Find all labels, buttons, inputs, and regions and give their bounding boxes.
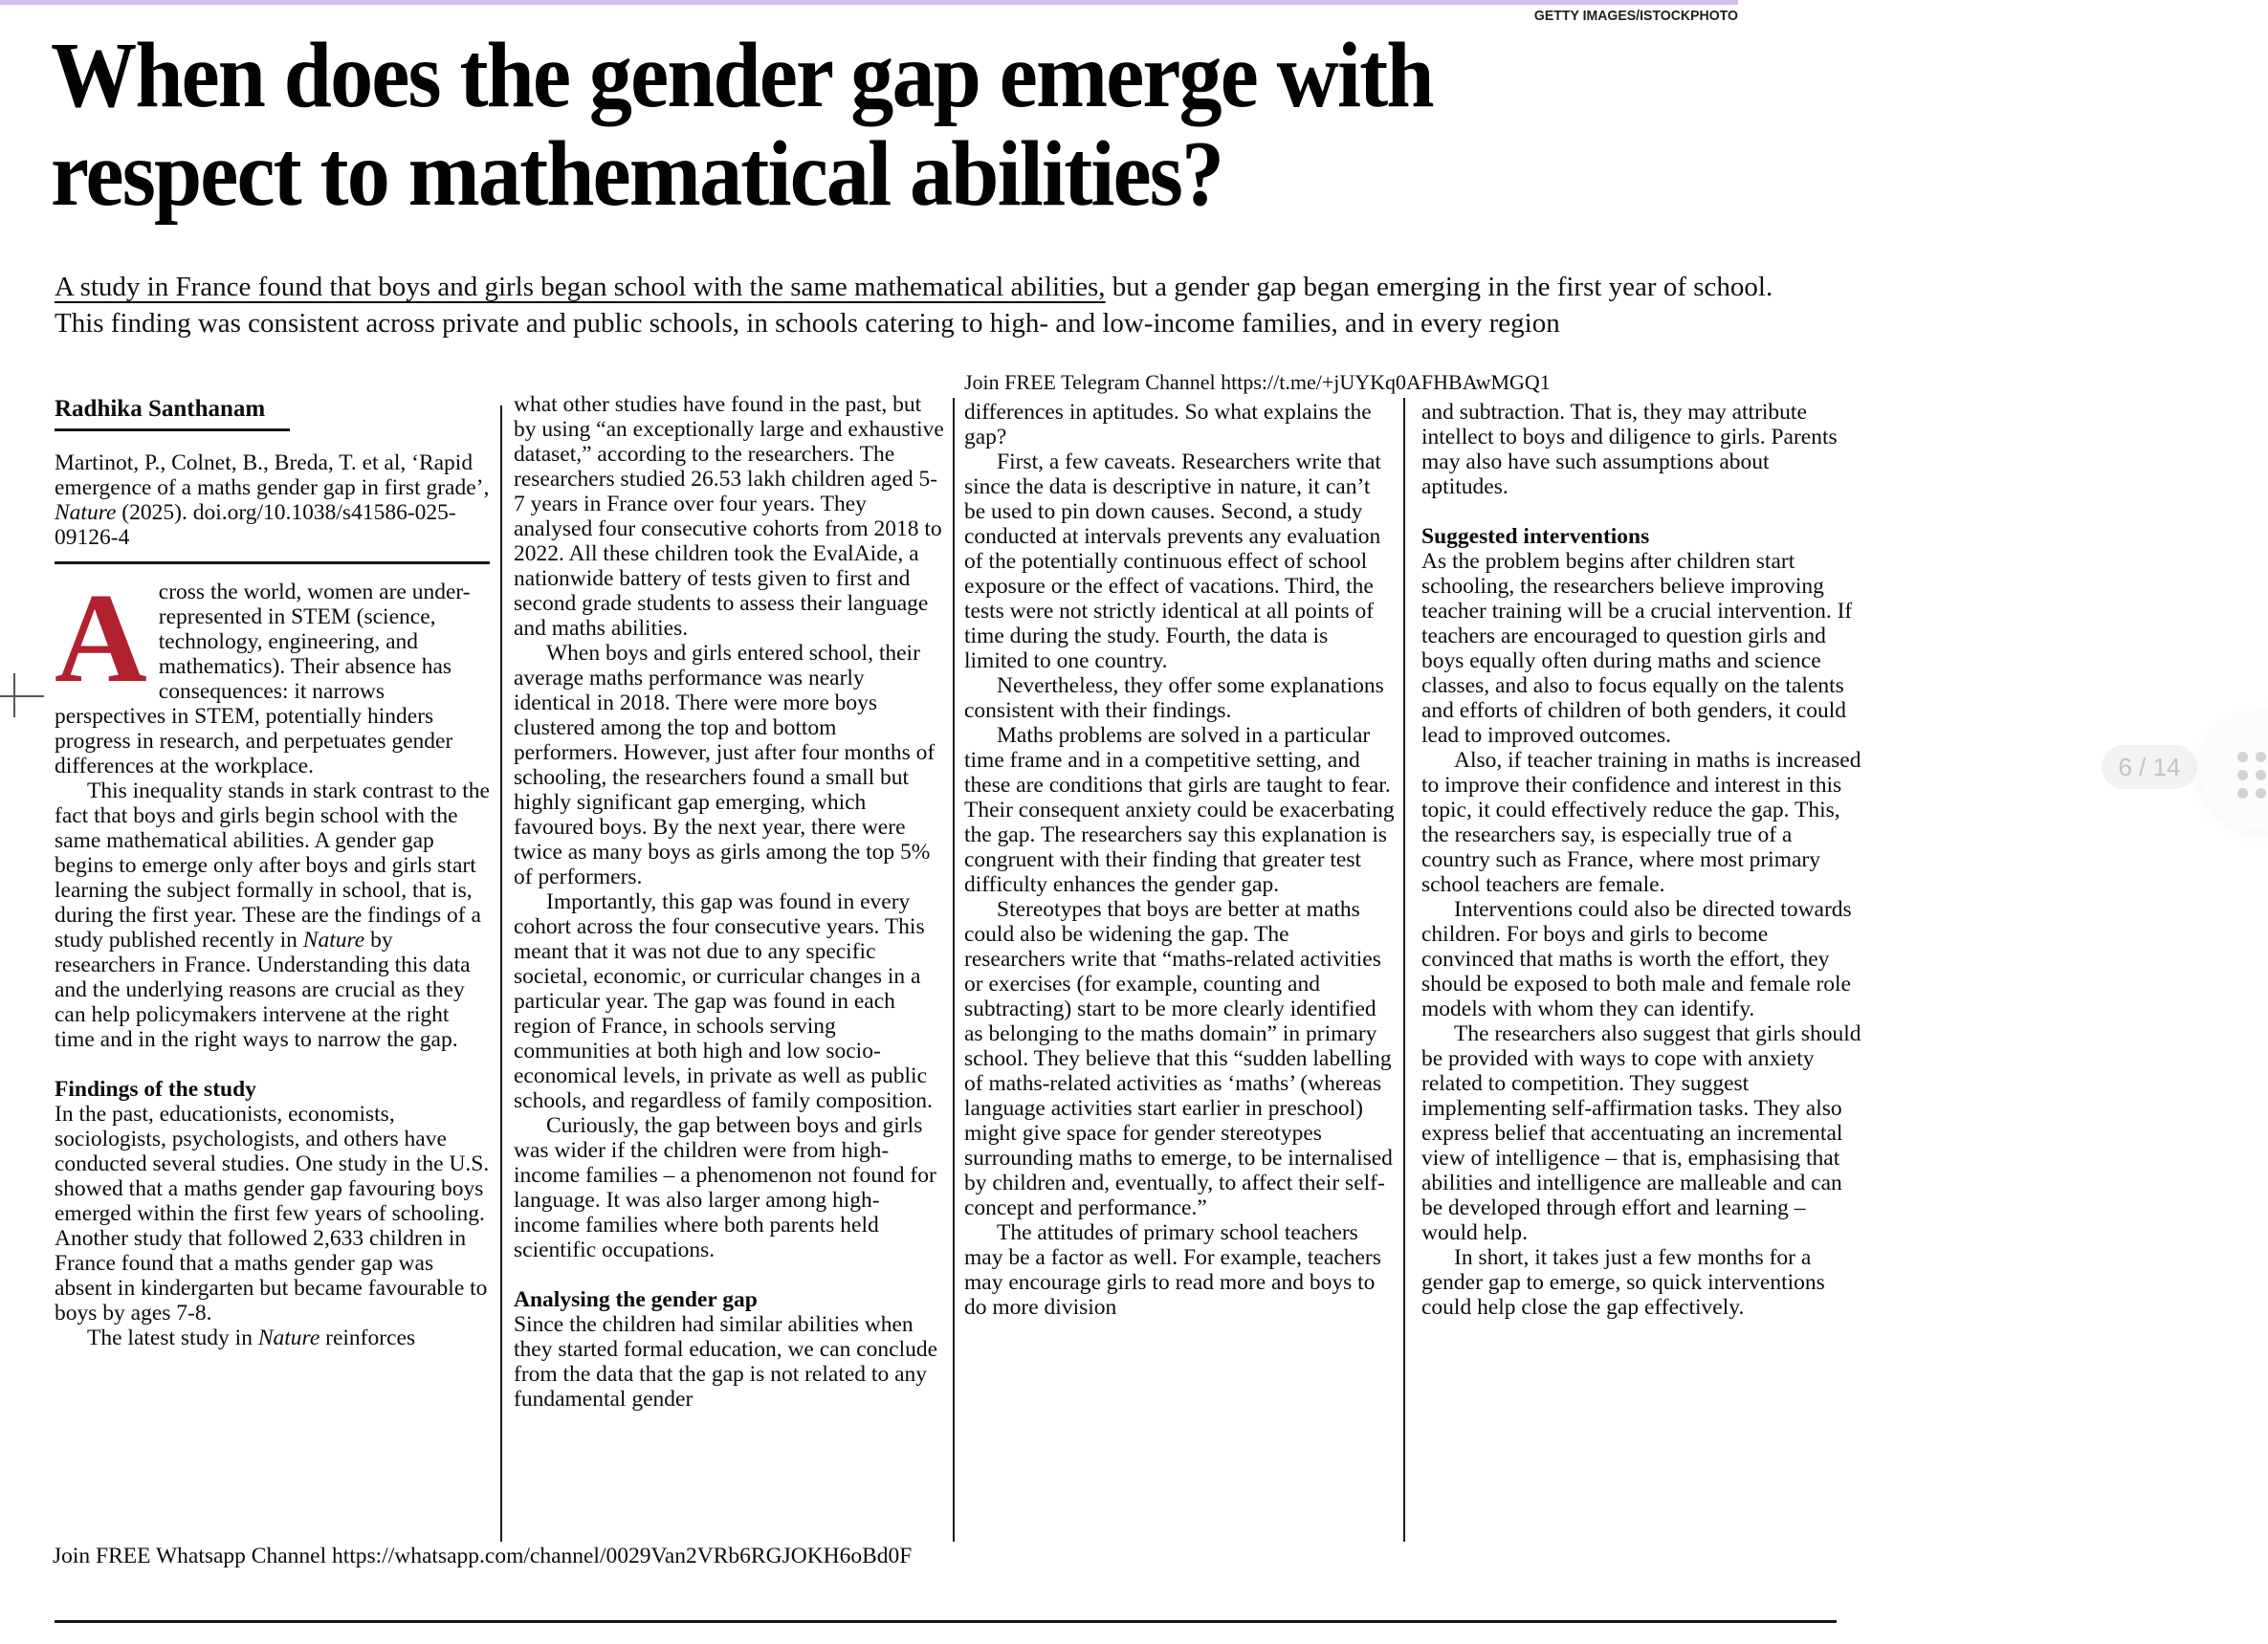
headline-line-1: When does the gender gap emerge with: [51, 24, 1433, 127]
paragraph: what other studies have found in the past, but by using “an exceptionally large and exhaustive dataset,” according to the researchers. The researchers studied 26.53 lakh children aged 5-7 years in France over four years. They analysed four consecutive cohorts from 2018 to 2022. All these children took the EvalAide, a nationwide battery of tests given to first and second grade students to assess their language and maths abilities.: [514, 392, 944, 641]
telegram-channel-link[interactable]: Join FREE Telegram Channel https://t.me/+jUYKq0AFHBAwMGQ1: [964, 370, 1551, 394]
grid-menu-icon[interactable]: [2237, 752, 2266, 799]
paragraph: This inequality stands in stark contrast to the fact that boys and girls begin school with the same mathematical abilities. A gender gap begins to emerge only after boys and girls start learning the subject formally in school, that is, during the first year. These are the findings of a study published recently in Nature by researchers in France. Understanding this data and the underlying reasons are crucial as they can help policymakers intervene at the right time and in the right ways to narrow the gap.: [55, 778, 490, 1052]
paragraph: Curiously, the gap between boys and girls was wider if the children were from high-income families – a phenomenon not found for language. It was also larger among high-income families where both parents held scientific occupations.: [514, 1113, 936, 1262]
headline-line-2: respect to mathematical abilities?: [51, 122, 1223, 226]
column-1: [55, 397, 490, 1350]
citation: Martinot, P., Colnet, B., Breda, T. et al, ‘Rapid emergence of a maths gender gap in first grade’, Nature (2025). doi.org/10.1038/s41586-025-09126-4: [55, 450, 490, 550]
drop-cap: A: [55, 567, 147, 709]
paragraph: First, a few caveats. Researchers write that since the data is descriptive in nature, it can’t be used to pin down causes. Second, a study conducted at intervals prevents any evaluation of the potentially continuous effect of school exposure or the effect of vacations. Third, the tests were not strictly identical at all points of time during the study. Fourth, the data is limited to one country.: [964, 449, 1381, 673]
byline-row: [55, 397, 490, 431]
paragraph: Maths problems are solved in a particular time frame and in a competitive setting, and these are conditions that girls are taught to fear. Their consequent anxiety could be exacerbating the gap. The researchers say this explanation is congruent with their finding that greater test difficulty enhances the gender gap.: [964, 723, 1395, 897]
paragraph: Importantly, this gap was found in every cohort across the four consecutive years. This meant that it was not due to any specific societal, economic, or curricular changes in a particular year. The gap was found in each region of France, in schools serving communities at both high and low socio-economical levels, in private as well as public schools, and regardless of family composition.: [514, 889, 933, 1113]
column-divider: [953, 398, 955, 1542]
crosshair-cursor-icon: [0, 669, 48, 719]
paragraph: In short, it takes just a few months for a gender gap to emerge, so quick interventions could help close the gap effectively.: [1421, 1245, 1825, 1320]
column-3: [964, 400, 1395, 1320]
crosshair-vertical: [13, 673, 15, 717]
crosshair-horizontal: [0, 695, 44, 697]
standfirst-underlined: A study in France found that boys and girls began school with the same mathematical abilities,: [55, 272, 1106, 302]
paragraph: Stereotypes that boys are better at maths could also be widening the gap. The researchers write that “maths-related activities or exercises (for example, counting and subtracting) start to be more clearly identified as belonging to the maths domain” in primary school. They believe that this “sudden labelling of maths-related activities as ‘maths’ (whereas language activities start earlier in preschool) might give space for gender stereotypes surrounding maths to emerge, to be internalised by children and, eventually, to affect their self-concept and performance.”: [964, 897, 1393, 1220]
section-heading: Suggested interventions: [1421, 524, 1650, 549]
column-1-body: [55, 778, 490, 1350]
column-divider: [500, 406, 502, 1542]
column-2: [514, 392, 944, 1412]
lead-paragraph: [55, 567, 490, 778]
paragraph: Nevertheless, they offer some explanations consistent with their findings.: [964, 673, 1384, 723]
standfirst-rest: but a gender gap began emerging in the first year of school. This finding was consistent across private and public schools, in schools catering to high- and low-income families, and in every region: [55, 272, 1773, 339]
standfirst: [55, 269, 1795, 341]
byline: Radhika Santhanam: [55, 397, 290, 431]
paragraph: The attitudes of primary school teachers may be a factor as well. For example, teachers may encourage girls to read more and boys to do more division: [964, 1220, 1381, 1320]
paragraph: Also, if teacher training in maths is increased to improve their confidence and interest in this topic, it could effectively reduce the gap. This, the researchers say, is especially true of a country such as France, where most primary school teachers are female.: [1421, 748, 1861, 897]
bottom-rule: [55, 1620, 1837, 1623]
column-4: [1421, 400, 1861, 1320]
top-accent-bar: [0, 0, 1738, 5]
paragraph: The researchers also suggest that girls should be provided with ways to cope with anxiety related to competition. They suggest implementing self-affirmation tasks. They also express belief that accentuating an incremental view of intelligence – that is, emphasising that abilities and intelligence are malleable and can be developed through effort and learning – would help.: [1421, 1021, 1861, 1245]
paragraph: Since the children had similar abilities when they started formal education, we can conclude from the data that the gap is not related to any fundamental gender: [514, 1312, 938, 1412]
photo-credit: GETTY IMAGES/ISTOCKPHOTO: [1533, 8, 1738, 24]
paragraph: Interventions could also be directed towards children. For boys and girls to become convinced that maths is worth the effort, they should be exposed to both male and female role models with whom they can identify.: [1421, 897, 1852, 1021]
citation-divider: [55, 561, 490, 564]
paragraph: The latest study in Nature reinforces: [87, 1326, 416, 1350]
headline: [51, 24, 1552, 226]
paragraph: In the past, educationists, economists, sociologists, psychologists, and others have conducted several studies. One study in the U.S. showed that a maths gender gap favouring boys emerged within the first few years of schooling. Another study that followed 2,633 children in France found that a maths gender gap was absent in kindergarten but became favourable to boys by ages 7-8.: [55, 1102, 490, 1326]
paragraph: and subtraction. That is, they may attribute intellect to boys and diligence to girls. Parents may also have such assumptions about aptitudes.: [1421, 400, 1838, 499]
page-indicator: [2102, 745, 2197, 789]
paragraph: When boys and girls entered school, their average maths performance was nearly identical in 2018. There were more boys clustered among the top and bottom performers. However, just after four months of schooling, the researchers found a small but highly significant gap emerging, which favoured boys. By the next year, there were twice as many boys as girls among the top 5% of performers.: [514, 641, 936, 889]
page-indicator-text: 6 / 14: [2118, 752, 2181, 781]
paragraph: As the problem begins after children start schooling, the researchers believe improving teacher training will be a crucial intervention. If teachers are encouraged to question girls and boys equally often during maths and science classes, and also to focus equally on the talents and efforts of children of both genders, it could lead to improved outcomes.: [1421, 549, 1853, 748]
column-divider: [1403, 398, 1405, 1542]
paragraph: differences in aptitudes. So what explains the gap?: [964, 400, 1372, 449]
section-heading: Findings of the study: [55, 1077, 256, 1102]
whatsapp-channel-link[interactable]: Join FREE Whatsapp Channel https://whatsapp.com/channel/0029Van2VRb6RGJOKH6oBd0F: [53, 1544, 913, 1568]
lead-paragraph-text: cross the world, women are under-represented in STEM (science, technology, engineering, and mathematics). Their absence has consequences: it narrows perspectives in STEM, potentially hinders progress in research, and perpetuates gender differences at the workplace.: [55, 580, 471, 778]
section-heading: Analysing the gender gap: [514, 1287, 758, 1312]
